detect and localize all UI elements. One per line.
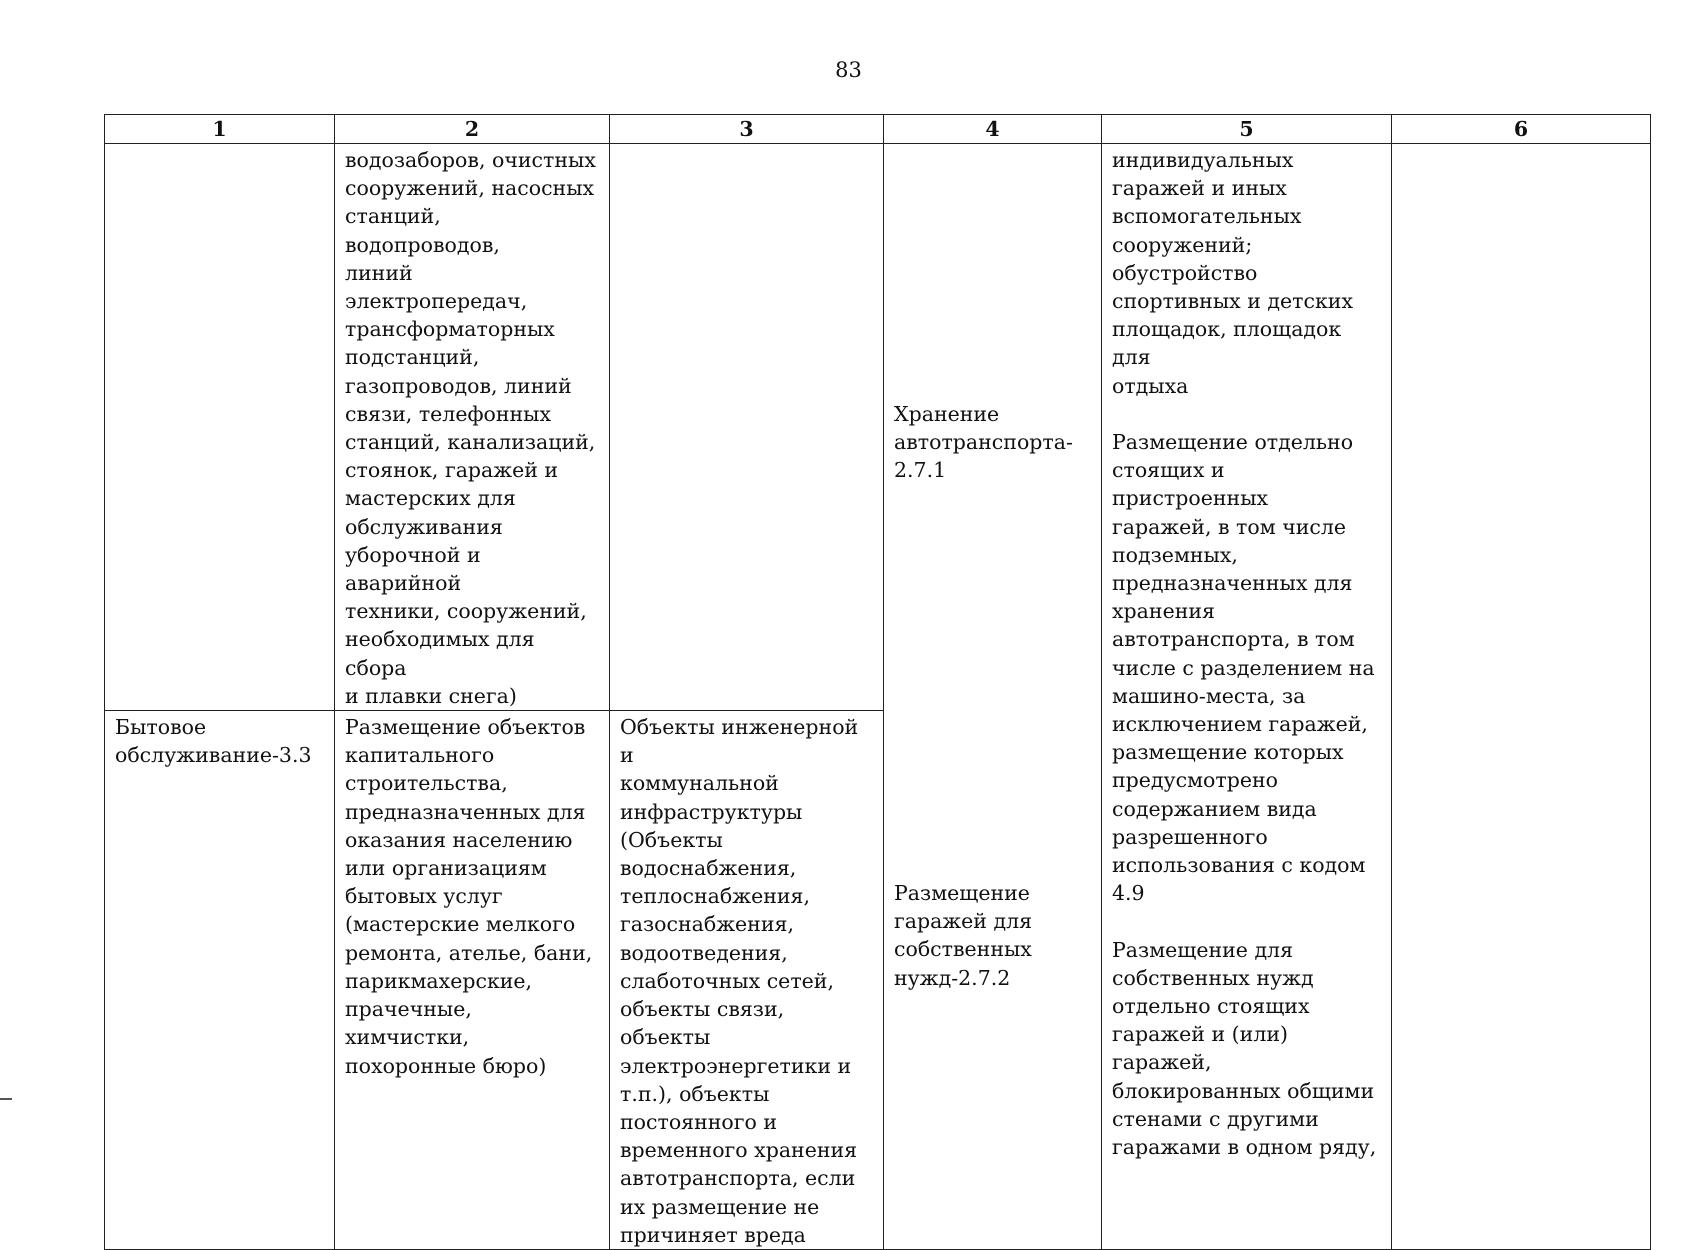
description-own-garages: Размещение для собственных нужд отдельно стоящих гаражей и (или) гаражей, блокированных общими стенами с другими гаражами в одном ряду,	[1112, 937, 1377, 1160]
description-vehicle-storage: Размещение отдельно стоящих и пристроенных гаражей, в том числе подземных, предназначенных для хранения автотранспорта, в том числе с разделением на машино-места, за исключением гаражей, размещение которых предусмотрено содержанием вида разрешенного использования с кодом 4.9	[1112, 430, 1375, 906]
cell-row1-col3	[610, 144, 884, 711]
cell-col5-merged	[1102, 144, 1392, 1250]
table-header-row	[105, 115, 1651, 144]
use-type-vehicle-storage: Хранение автотранспорта- 2.7.1	[894, 401, 1073, 483]
column-header-1: 1	[105, 115, 335, 144]
column-header-6: 6	[1392, 115, 1651, 144]
cell-row2-col1	[105, 711, 335, 1250]
column-header-4: 4	[884, 115, 1102, 144]
auxiliary-uses: Объекты инженерной и коммунальной инфраструктуры (Объекты водоснабжения, теплоснабжения, газоснабжения, водоотведения, слаботочных сетей, объекты связи, объекты электроэнергетики и т.п.), объекты постоянного и временного хранения автотранспорта, если их размещение не причиняет вреда	[620, 715, 859, 1247]
cell-row1-col1	[105, 144, 335, 711]
use-type-household-services: Бытовое обслуживание-3.3	[115, 715, 312, 768]
land-use-table	[104, 114, 1651, 1250]
use-type-own-garages: Размещение гаражей для собственных нужд-2.7.2	[894, 880, 1033, 990]
description-household-services: Размещение объектов капитального строительства, предназначенных для оказания населению или организациям бытовых услуг (мастерские мелкого ремонта, ателье, бани, парикмахерские, прачечные, химчистки, похоронные бюро)	[345, 715, 593, 1078]
cell-col4-merged	[884, 144, 1102, 1250]
cell-row2-col2	[335, 711, 610, 1250]
table-row	[105, 144, 1651, 711]
page-number: 83	[835, 58, 862, 82]
scan-edge-mark	[0, 1098, 12, 1100]
column-header-3: 3	[610, 115, 884, 144]
cell-row2-col3	[610, 711, 884, 1250]
cell-col6-merged	[1392, 144, 1651, 1250]
description-continuation: индивидуальных гаражей и иных вспомогательных сооружений; обустройство спортивных и детских площадок, площадок для отдыха	[1112, 148, 1354, 398]
cell-row1-col2	[335, 144, 610, 711]
column-header-5: 5	[1102, 115, 1392, 144]
cell-text: водозаборов, очистных сооружений, насосных станций, водопроводов, линий электропередач, трансформаторных подстанций, газопроводов, линий связи, телефонных станций, канализаций, стоянок, гаражей и мастерских для обслуживания уборочной и аварийной техники, сооружений, необходимых для сбора и плавки снега)	[345, 148, 596, 708]
column-header-2: 2	[335, 115, 610, 144]
